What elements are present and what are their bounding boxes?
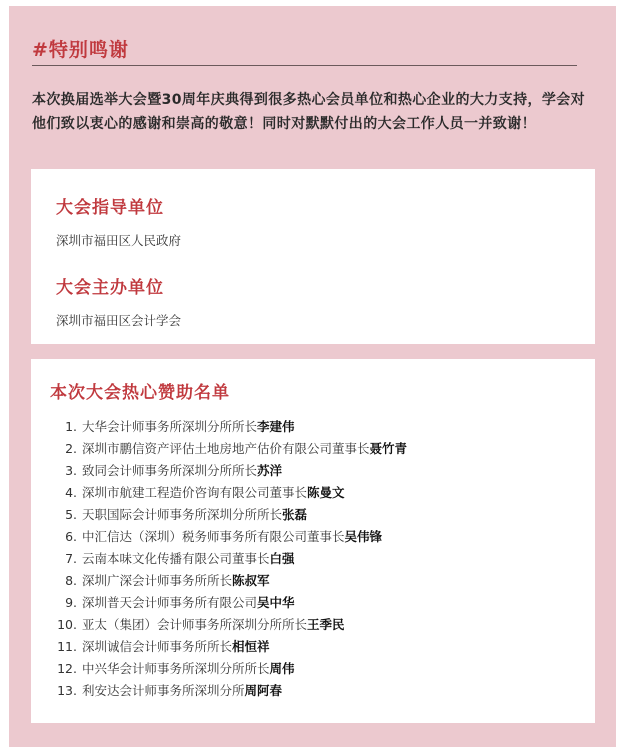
sponsor-number: 3.: [65, 463, 77, 478]
sponsor-person: 相恒祥: [232, 639, 270, 654]
sponsor-number: 13.: [57, 683, 77, 698]
sponsor-person: 周伟: [269, 661, 295, 676]
sponsor-list-item: [53, 592, 407, 614]
sponsor-person: 聂竹青: [369, 441, 408, 456]
sponsor-person: 周阿春: [244, 683, 283, 698]
sponsor-person: 陈曼文: [307, 485, 345, 500]
sponsor-number: 11.: [57, 639, 77, 654]
sponsor-org: 深圳普天会计师事务所有限公司: [82, 595, 258, 610]
sponsor-list-item: [53, 460, 407, 482]
guidance-org: 深圳市福田区人民政府: [56, 233, 182, 248]
sponsor-org: 致同会计师事务所深圳分所所长: [82, 463, 258, 478]
sponsor-person: 陈叔军: [232, 573, 270, 588]
sponsor-person: 苏洋: [257, 463, 283, 478]
sponsor-list-item: [53, 636, 407, 658]
host-title: 大会主办单位: [56, 278, 164, 298]
sponsor-org: 中兴华会计师事务所深圳分所所长: [82, 661, 270, 676]
sponsor-list-item: [53, 680, 407, 702]
sponsor-org: 深圳市航建工程造价咨询有限公司董事长: [82, 485, 308, 500]
sponsor-list-item: [53, 570, 407, 592]
sponsor-number: 5.: [65, 507, 77, 522]
sponsor-org: 深圳广深会计师事务所所长: [82, 573, 233, 588]
sponsor-org: 中汇信达（深圳）税务师事务所有限公司董事长: [82, 529, 345, 544]
sponsor-number: 7.: [65, 551, 77, 566]
sponsor-list-item: [53, 614, 407, 636]
section-heading: #特别鸣谢: [32, 39, 129, 61]
sponsor-person: 王季民: [307, 617, 345, 632]
sponsor-list-item: [53, 658, 407, 680]
sponsor-person: 吴中华: [257, 595, 295, 610]
sponsor-number: 2.: [65, 441, 77, 456]
sponsor-list-item: [53, 416, 407, 438]
sponsor-number: 1.: [65, 419, 77, 434]
sponsor-org: 云南本味文化传播有限公司董事长: [82, 551, 270, 566]
sponsor-org: 利安达会计师事务所深圳分所: [82, 683, 245, 698]
sponsor-list-item: [53, 504, 407, 526]
sponsor-org: 天职国际会计师事务所深圳分所所长: [82, 507, 283, 522]
acknowledgement-panel: [9, 6, 616, 747]
organizers-card: [31, 169, 595, 344]
host-org: 深圳市福田区会计学会: [56, 313, 182, 328]
sponsors-card: [31, 359, 595, 723]
heading-divider: [32, 65, 577, 66]
guidance-title: 大会指导单位: [56, 198, 164, 218]
sponsor-number: 9.: [65, 595, 77, 610]
sponsor-org: 深圳市鹏信资产评估土地房地产估价有限公司董事长: [82, 441, 370, 456]
sponsor-org: 深圳诚信会计师事务所所长: [82, 639, 233, 654]
sponsors-title: 本次大会热心赞助名单: [50, 383, 230, 403]
intro-paragraph: 本次换届选举大会暨30周年庆典得到很多热心会员单位和热心企业的大力支持，学会对他们致以衷心的感谢和崇高的敬意！同时对默默付出的大会工作人员一并致谢！: [32, 92, 586, 132]
sponsor-person: 李建伟: [257, 419, 295, 434]
sponsor-person: 张磊: [282, 507, 308, 522]
sponsor-list-item: [53, 526, 407, 548]
sponsor-list-item: [53, 438, 407, 460]
sponsor-number: 6.: [65, 529, 77, 544]
sponsor-list-item: [53, 548, 407, 570]
sponsor-number: 10.: [57, 617, 77, 632]
sponsor-list-item: [53, 482, 407, 504]
sponsor-org: 亚太（集团）会计师事务所深圳分所所长: [82, 617, 308, 632]
sponsor-number: 12.: [57, 661, 77, 676]
sponsor-number: 4.: [65, 485, 77, 500]
sponsor-person: 吴伟锋: [344, 529, 383, 544]
sponsor-org: 大华会计师事务所深圳分所所长: [82, 419, 258, 434]
sponsor-list: [53, 416, 407, 702]
sponsor-person: 白强: [269, 551, 295, 566]
sponsor-number: 8.: [65, 573, 77, 588]
